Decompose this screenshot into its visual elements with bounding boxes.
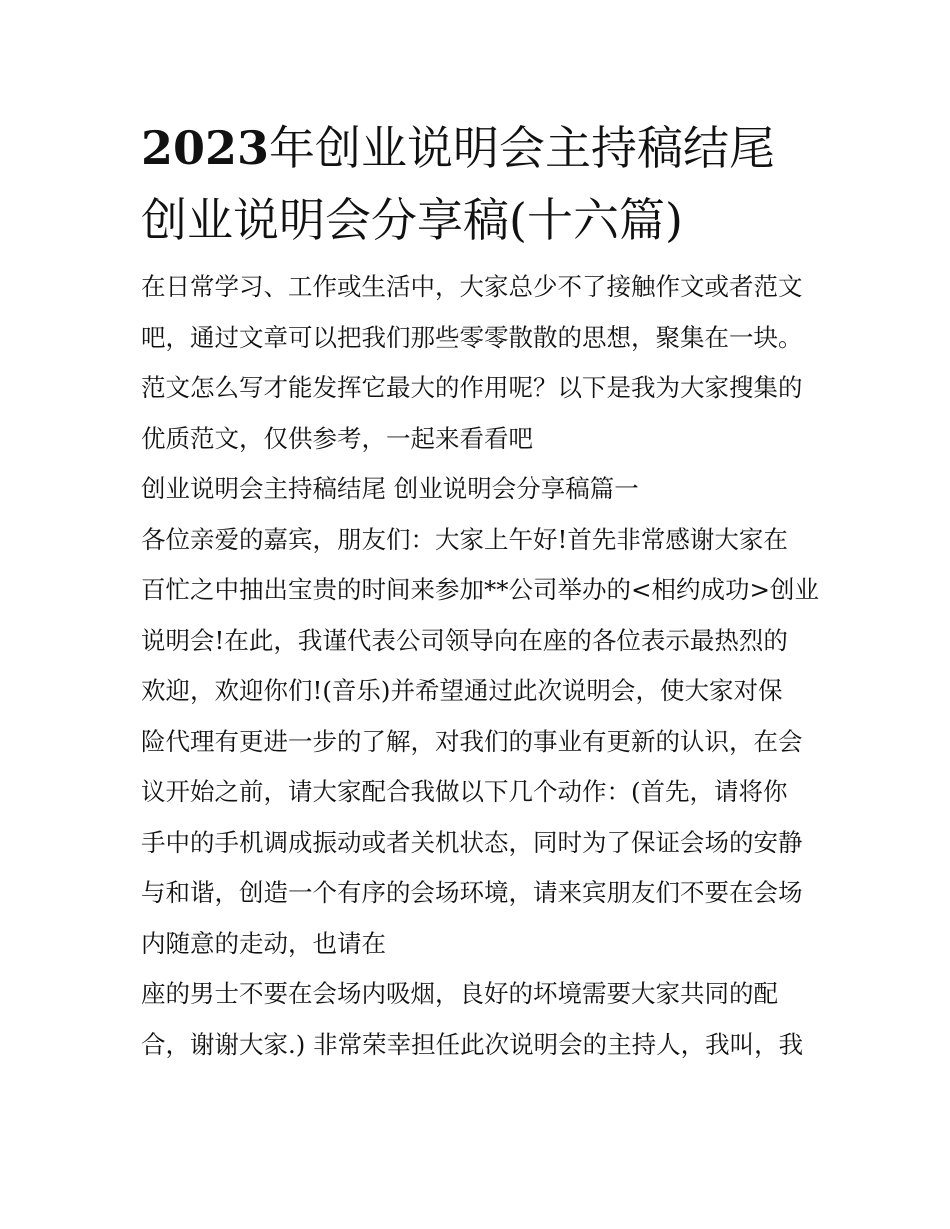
intro-line: 在日常学习、工作或生活中，大家总少不了接触作文或者范文 [141, 272, 803, 301]
body-line: 险代理有更进一步的了解，对我们的事业有更新的认识，在会 [141, 726, 803, 756]
title-line-1-text: 年创业说明会主持稿结尾 [269, 121, 776, 175]
body-line: 欢迎，欢迎你们!(音乐)并希望通过此次说明会，使大家对保 [141, 676, 783, 705]
body-line: 内随意的走动，也请在 [141, 928, 386, 958]
intro-line: 优质范文，仅供参考，一起来看看吧 [141, 423, 533, 453]
intro-paragraph [141, 262, 821, 464]
title-line-1 [141, 112, 821, 184]
body-line: 议开始之前，请大家配合我做以下几个动作：(首先，请将你 [141, 777, 788, 806]
title-year: 2023 [141, 121, 270, 175]
intro-line: 吧，通过文章可以把我们那些零零散散的思想，聚集在一块。 [141, 322, 803, 352]
body-line: 手中的手机调成振动或者关机状态，同时为了保证会场的安静 [141, 827, 803, 857]
intro-line: 范文怎么写才能发挥它最大的作用呢？以下是我为大家搜集的 [141, 373, 803, 402]
document-title [141, 112, 821, 256]
body-line: 各位亲爱的嘉宾，朋友们：大家上午好!首先非常感谢大家在 [141, 524, 788, 554]
body-line: 说明会!在此，我谨代表公司领导向在座的各位表示最热烈的 [141, 625, 788, 655]
title-line-2: 创业说明会分享稿(十六篇) [141, 193, 683, 247]
body-line: 座的男士不要在会场内吸烟，良好的坏境需要大家共同的配 [141, 979, 778, 1008]
body-line: 与和谐，创造一个有序的会场环境，请来宾朋友们不要在会场 [141, 878, 803, 907]
section-heading: 创业说明会主持稿结尾 创业说明会分享稿篇一 [141, 474, 639, 503]
document-page [141, 112, 821, 1070]
body-paragraph [141, 515, 821, 1071]
body-line: 合，谢谢大家.) 非常荣幸担任此次说明会的主持人，我叫，我 [141, 1029, 804, 1059]
body-line: 百忙之中抽出宝贵的时间来参加**公司举办的<相约成功>创业 [141, 575, 820, 604]
